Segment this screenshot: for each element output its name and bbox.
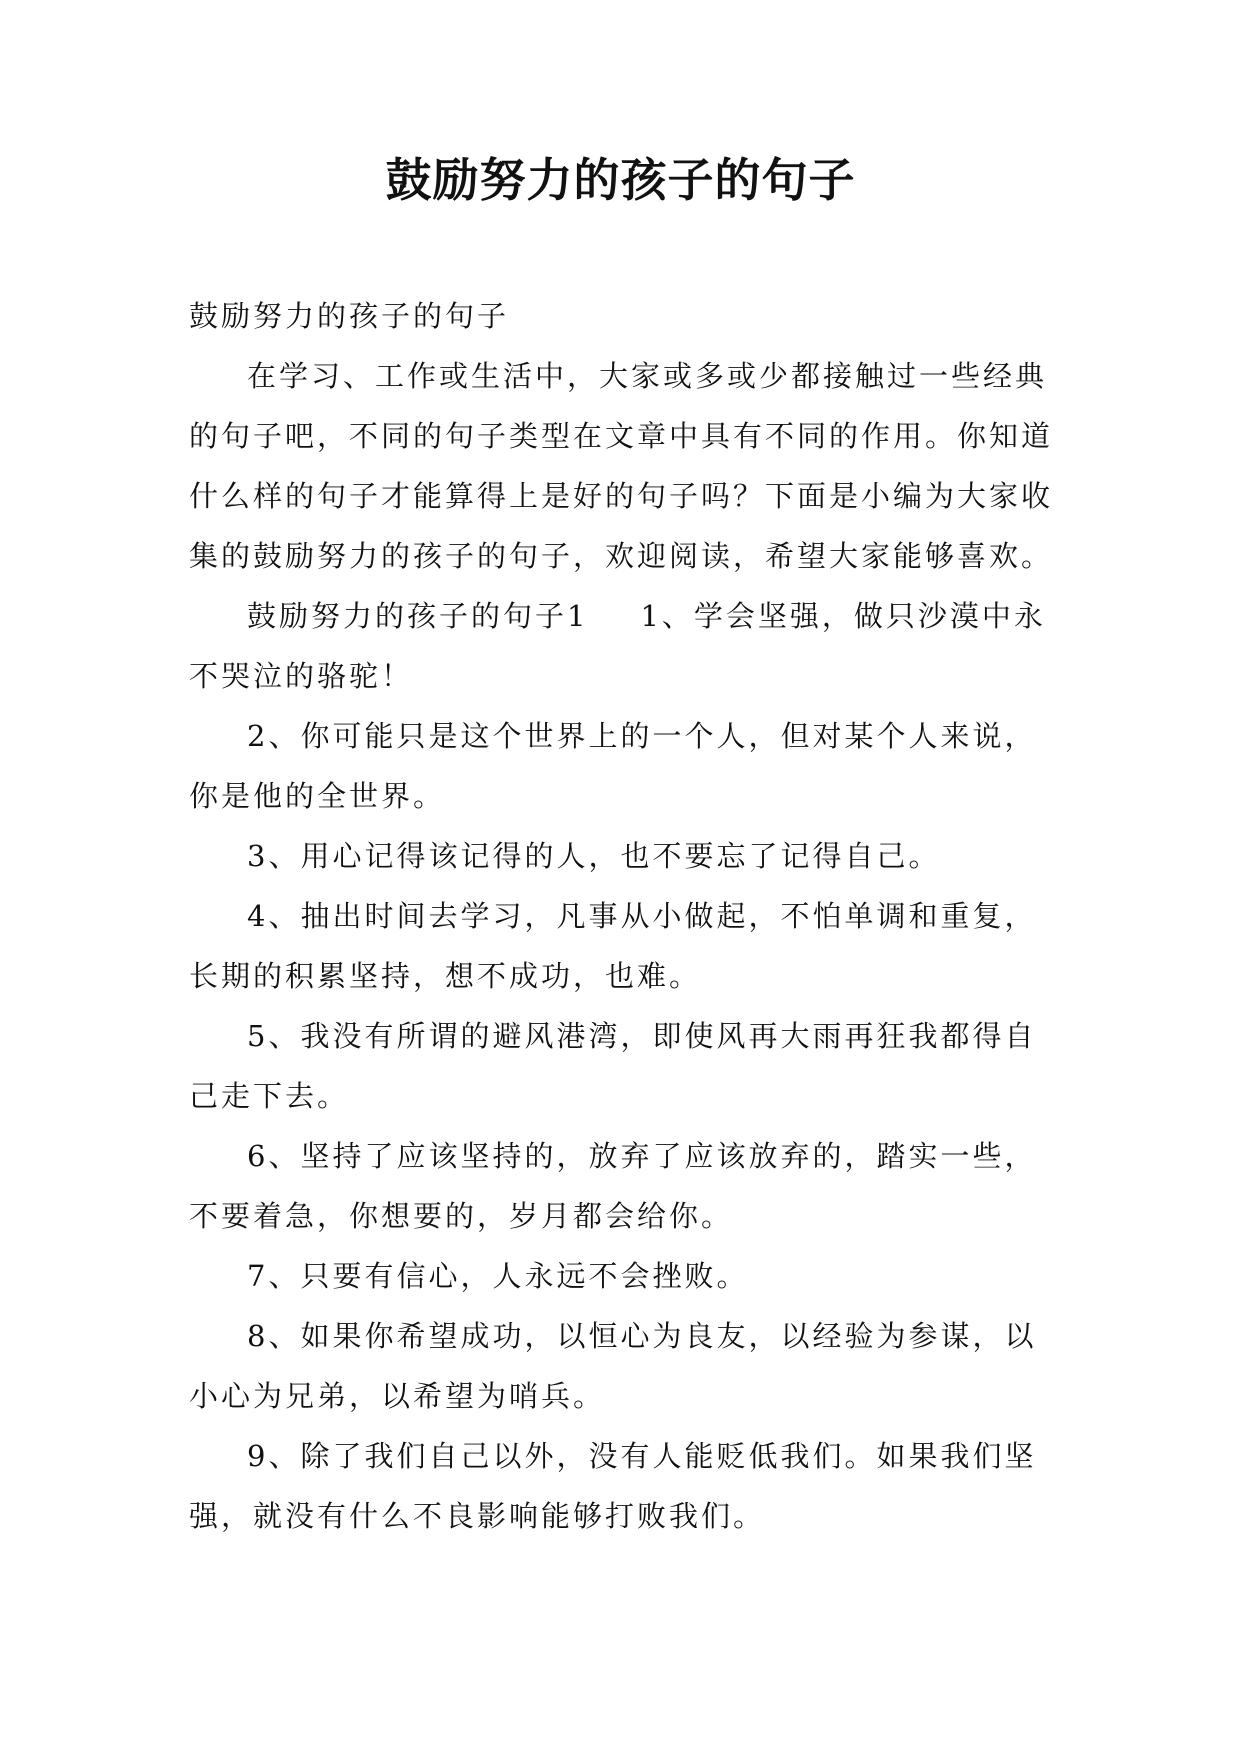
item-5: 5、我没有所谓的避风港湾，即使风再大雨再狂我都得自己走下去。 [189, 1019, 1037, 1113]
document-body [189, 286, 1061, 1546]
item-7: 7、只要有信心，人永远不会挫败。 [247, 1259, 749, 1293]
item-4: 4、抽出时间去学习，凡事从小做起，不怕单调和重复，长期的积累坚持，想不成功，也难。 [189, 899, 1037, 993]
item-6: 6、坚持了应该坚持的，放弃了应该放弃的，踏实一些，不要着急，你想要的，岁月都会给你。 [189, 1139, 1037, 1233]
section-heading: 鼓励努力的孩子的句子1 [247, 599, 589, 633]
item-9: 9、除了我们自己以外，没有人能贬低我们。如果我们坚强，就没有什么不良影响能够打败我们。 [189, 1439, 1037, 1533]
intro-paragraph: 在学习、工作或生活中，大家或多或少都接触过一些经典的句子吧，不同的句子类型在文章中具有不同的作用。你知道什么样的句子才能算得上是好的句子吗？下面是小编为大家收集的鼓励努力的孩子的句子，欢迎阅读，希望大家能够喜欢。 [189, 359, 1054, 573]
item-8: 8、如果你希望成功，以恒心为良友，以经验为参谋，以小心为兄弟，以希望为哨兵。 [189, 1319, 1037, 1413]
first-item-paragraph [189, 586, 1061, 706]
subtitle-line: 鼓励努力的孩子的句子 [189, 299, 510, 333]
document-title: 鼓励努力的孩子的句子 [385, 153, 856, 207]
item-3: 3、用心记得该记得的人，也不要忘了记得自己。 [247, 839, 941, 873]
item-1: 1、学会坚强，做只沙漠中永不哭泣的骆驼！ [189, 599, 1046, 693]
item-2: 2、你可能只是这个世界上的一个人，但对某个人来说，你是他的全世界。 [189, 719, 1037, 813]
